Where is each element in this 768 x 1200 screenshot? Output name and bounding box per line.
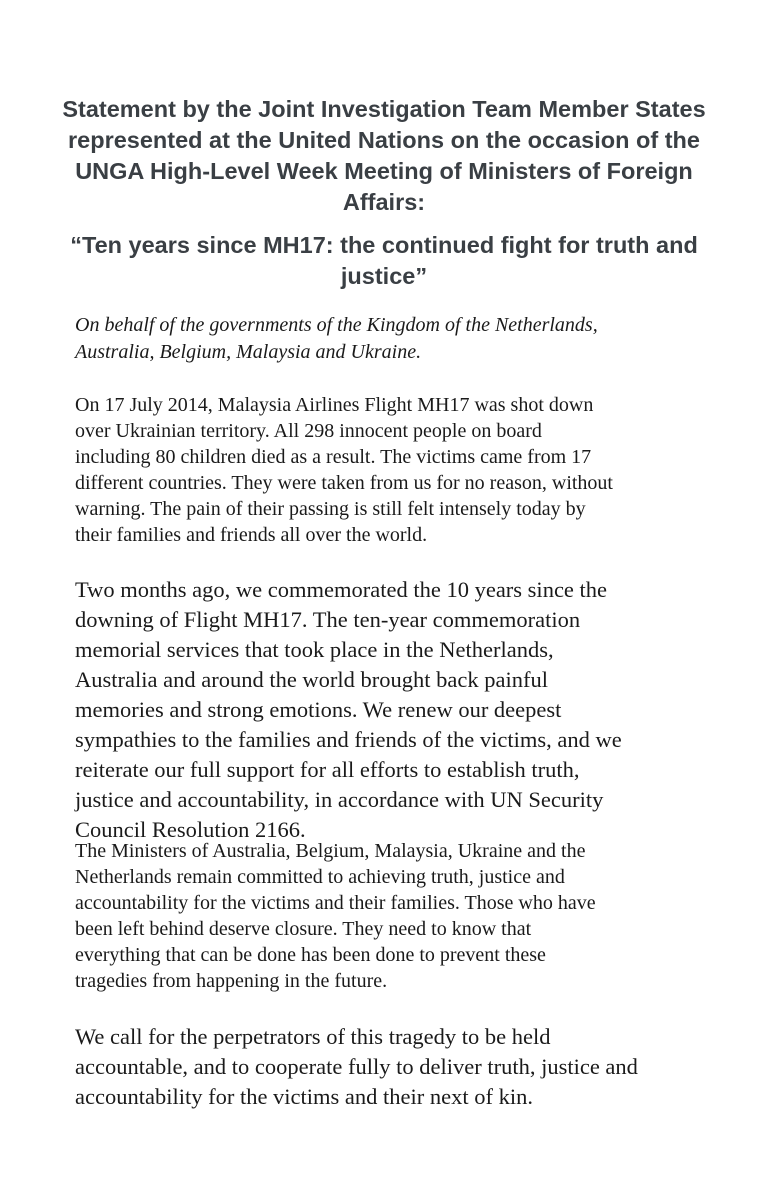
paragraph-call-for-accountability: We call for the perpetrators of this tragedy to be held accountable, and to cooperate fully to deliver truth, justice and accountability for the victims and their next of kin. bbox=[75, 1024, 638, 1109]
statement-title: Statement by the Joint Investigation Team Member States represented at the United Nations on the occasion of the UNGA High-Level Week Meeting of Ministers of Foreign Affairs: bbox=[62, 96, 706, 215]
paragraph-ministers-commitment: The Ministers of Australia, Belgium, Malaysia, Ukraine and the Netherlands remain committed to achieving truth, justice and accountability for the victims and their families. Those who have been left behind deserve closure. They need to know that everything that can be done has been done to prevent these tragedies from happening in the future. bbox=[75, 840, 596, 992]
statement-subtitle: “Ten years since MH17: the continued fight for truth and justice” bbox=[70, 232, 698, 289]
paragraph-mh17-event: On 17 July 2014, Malaysia Airlines Flight MH17 was shot down over Ukrainian territory. All 298 innocent people on board including 80 children died as a result. The victims came from 17 different countries. They were taken from us for no reason, without warning. The pain of their passing is still felt intensely today by their families and friends all over the world. bbox=[75, 394, 613, 546]
paragraph-commemoration: Two months ago, we commemorated the 10 years since the downing of Flight MH17. The ten-year commemoration memorial services that took place in the Netherlands, Australia and around the world brought back painful memories and strong emotions. We renew our deepest sympathies to the families and friends of the victims, and we reiterate our full support for all efforts to establish truth, justice and accountability, in accordance with UN Security Council Resolution 2166. bbox=[75, 577, 622, 842]
on-behalf-line: On behalf of the governments of the Kingdom of the Netherlands, Australia, Belgium, Malaysia and Ukraine. bbox=[75, 314, 598, 363]
